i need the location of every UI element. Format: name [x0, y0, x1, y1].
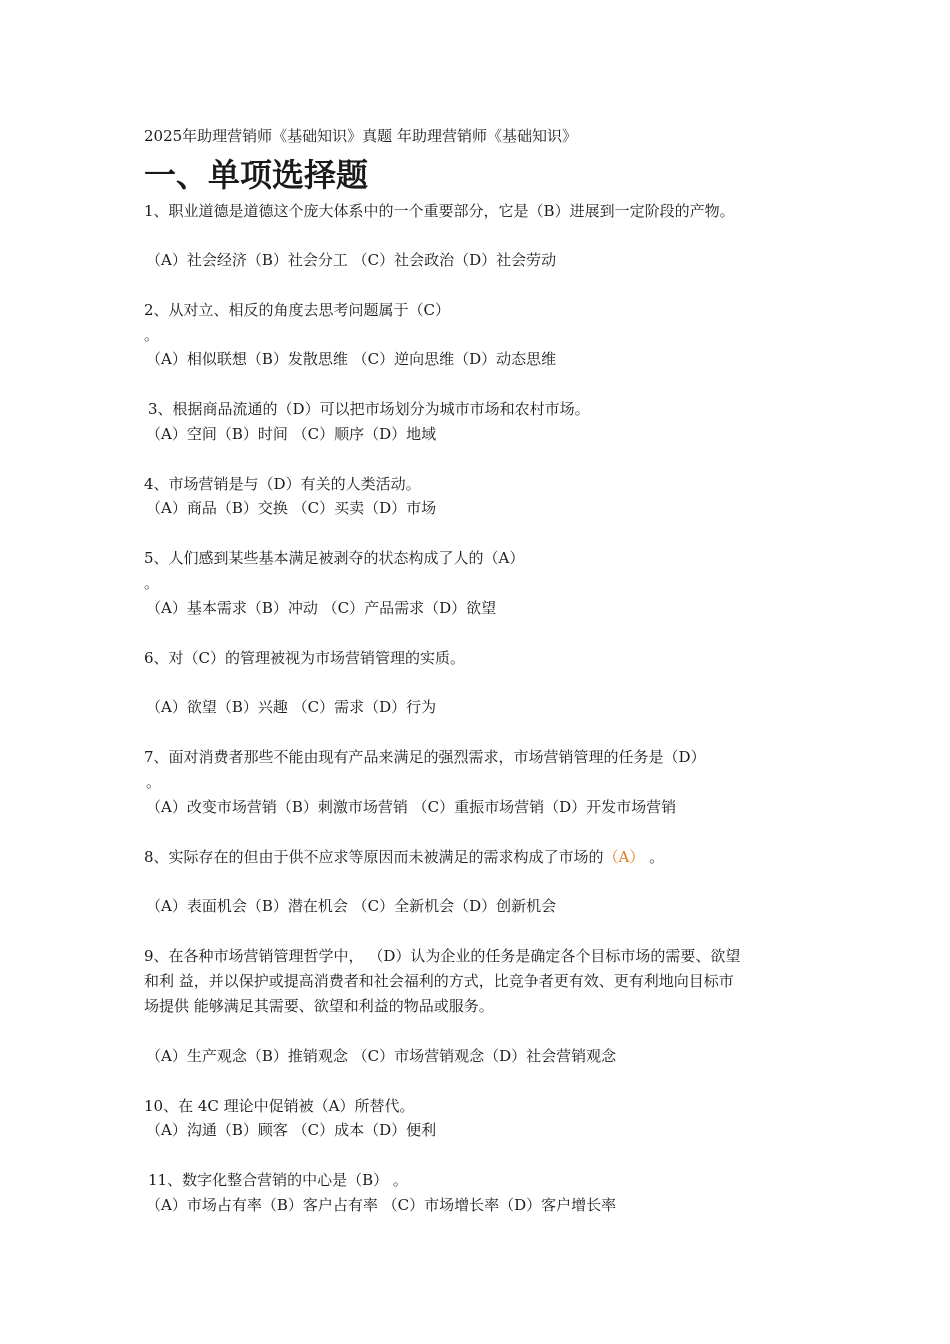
question-3-options: （A）空间（B）时间 （C）顺序（D）地域: [146, 425, 437, 443]
question-2-continuation: 。: [144, 326, 160, 344]
question-9-options: （A）生产观念（B）推销观念 （C）市场营销观念（D）社会营销观念: [146, 1047, 617, 1065]
question-5-options: （A）基本需求（B）冲动 （C）产品需求（D）欲望: [146, 599, 497, 617]
question-2: 2、从对立、相反的角度去思考问题属于（C）: [144, 301, 451, 319]
question-1-options: （A）社会经济（B）社会分工 （C）社会政治（D）社会劳动: [146, 251, 557, 269]
document-header: 2025年助理营销师《基础知识》真题 年助理营销师《基础知识》: [144, 127, 577, 145]
question-10: 10、在 4C 理论中促销被（A）所替代。: [144, 1097, 415, 1115]
question-8-end: 。: [644, 848, 665, 866]
question-5-continuation: 。: [144, 574, 160, 592]
question-7-options: （A）改变市场营销（B）刺激市场营销 （C）重振市场营销（D）开发市场营销: [146, 798, 677, 816]
question-9-line-3: 场提供 能够满足其需要、欲望和利益的物品或服务。: [144, 997, 494, 1015]
question-2-options: （A）相似联想（B）发散思维 （C）逆向思维（D）动态思维: [146, 350, 557, 368]
question-8-text: 8、实际存在的但由于供不应求等原因而未被满足的需求构成了市场的: [144, 848, 604, 866]
question-8: [144, 847, 664, 867]
section-title: 一、单项选择题: [144, 156, 369, 194]
question-11-options: （A）市场占有率（B）客户占有率 （C）市场增长率（D）客户增长率: [146, 1196, 617, 1214]
question-6-options: （A）欲望（B）兴趣 （C）需求（D）行为: [146, 698, 437, 716]
question-7: 7、面对消费者那些不能由现有产品来满足的强烈需求，市场营销管理的任务是（D）: [144, 748, 706, 766]
question-1: 1、职业道德是道德这个庞大体系中的一个重要部分，它是（B）进展到一定阶段的产物。: [144, 202, 735, 220]
question-7-continuation: 。: [146, 773, 162, 791]
question-9-line-1: 9、在各种市场营销管理哲学中， （D）认为企业的任务是确定各个目标市场的需要、欲望: [144, 947, 741, 965]
question-8-answer: （A）: [603, 848, 645, 866]
question-10-options: （A）沟通（B）顾客 （C）成本（D）便利: [146, 1121, 437, 1139]
question-8-options: （A）表面机会（B）潜在机会 （C）全新机会（D）创新机会: [146, 897, 557, 915]
question-5: 5、人们感到某些基本满足被剥夺的状态构成了人的（A）: [144, 549, 525, 567]
question-3: 3、根据商品流通的（D）可以把市场划分为城市市场和农村市场。: [148, 400, 590, 418]
question-4: 4、市场营销是与（D）有关的人类活动。: [144, 475, 421, 493]
question-6: 6、对（C）的管理被视为市场营销管理的实质。: [144, 649, 466, 667]
question-4-options: （A）商品（B）交换 （C）买卖（D）市场: [146, 499, 437, 517]
question-9-line-2: 和利 益，并以保护或提高消费者和社会福利的方式，比竞争者更有效、更有利地向目标市: [144, 972, 734, 990]
question-11: 11、数字化整合营销的中心是（B） 。: [148, 1171, 408, 1189]
